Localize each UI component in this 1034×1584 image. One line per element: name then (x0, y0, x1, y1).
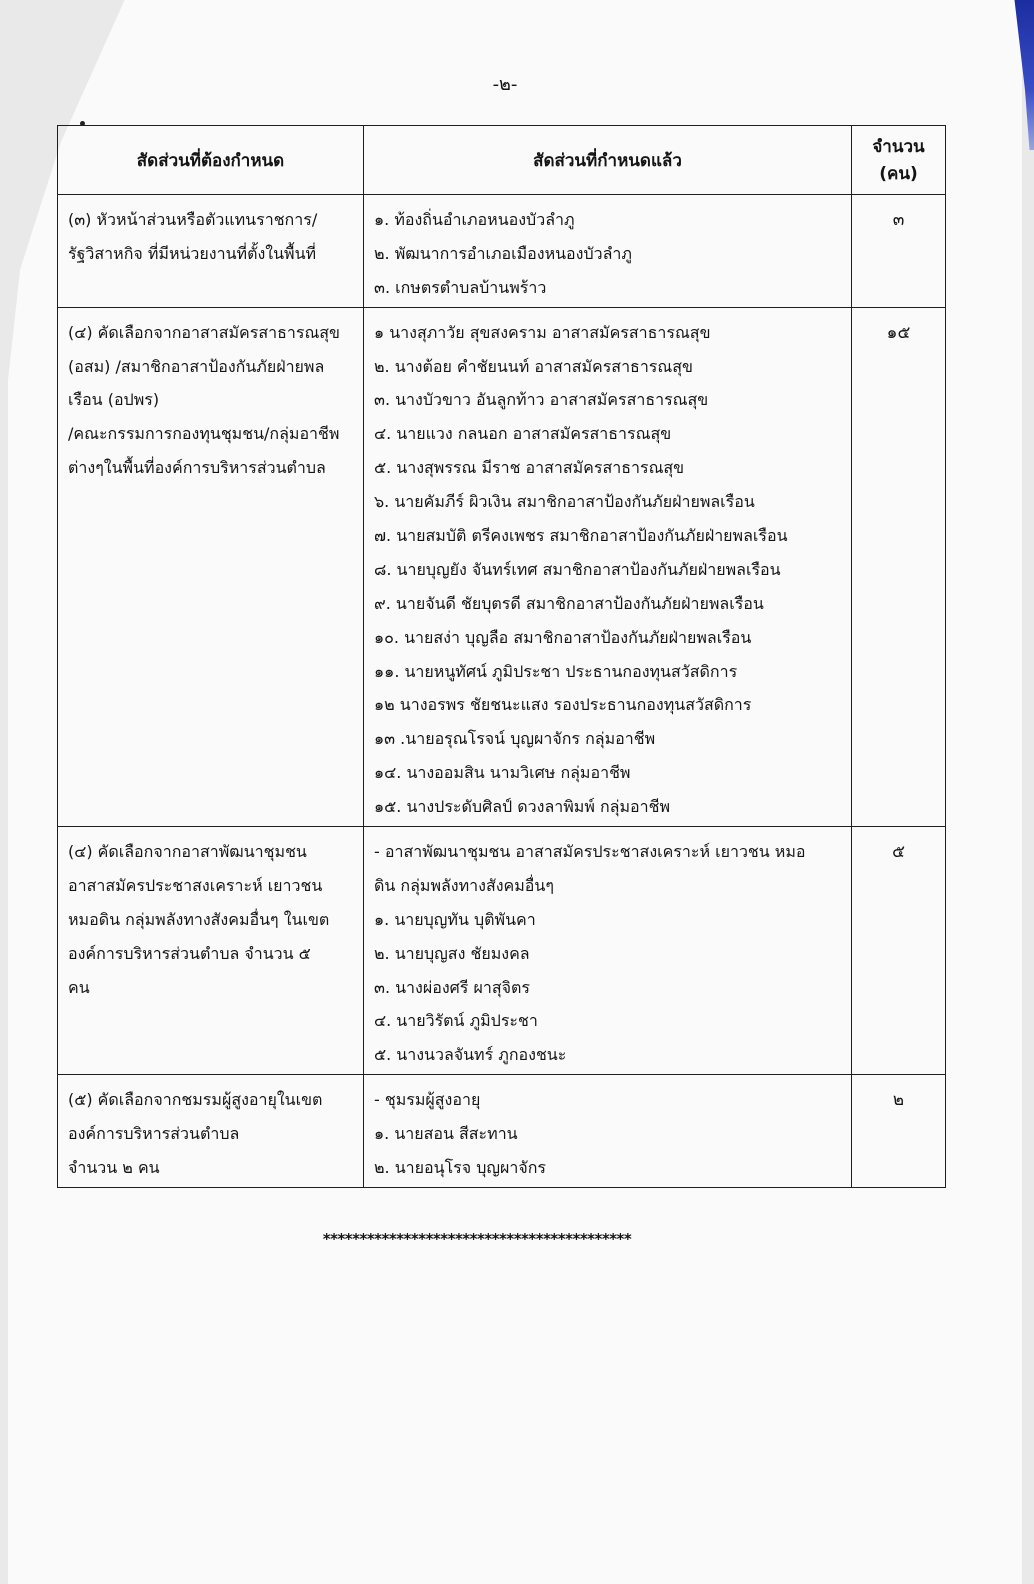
table-row (58, 827, 946, 1075)
assigned-cell-line: ๒. นายอนุโรจ บุญผาจักร (374, 1158, 547, 1178)
required-cell-line: ต่างๆในพื้นที่องค์การบริหารส่วนตำบล (68, 458, 326, 478)
allocation-table (57, 125, 946, 1188)
count-value: ๒ (892, 1090, 905, 1111)
assigned-cell-line: ๑ นางสุภาวัย สุขสงคราม อาสาสมัครสาธารณสุข (374, 322, 711, 342)
required-cell (58, 827, 364, 1075)
required-cell-line: อาสาสมัครประชาสงเคราะห์ เยาวชน (68, 875, 323, 895)
assigned-cell-line: ๑. ท้องถิ่นอำเภอหนองบัวลำภู (374, 210, 575, 229)
header-assigned: สัดส่วนที่กำหนดแล้ว (364, 126, 852, 195)
required-cell-line: (๕) คัดเลือกจากชมรมผู้สูงอายุในเขต (68, 1090, 323, 1110)
assigned-cell-line: ๑๔. นางออมสิน นามวิเศษ กลุ่มอาชีพ (374, 763, 631, 783)
required-cell-line: (๔) คัดเลือกจากอาสาสมัครสาธารณสุข (68, 322, 340, 342)
footer-separator: ****************************************** (322, 1230, 632, 1248)
assigned-cell-line: - ชุมรมผู้สูงอายุ (374, 1090, 481, 1110)
assigned-cell-line: ๘. นายบุญยัง จันทร์เทศ สมาชิกอาสาป้องกันภัยฝ่ายพลเรือน (374, 559, 781, 579)
required-cell-line: คน (68, 977, 90, 997)
assigned-cell-line: ๕. นางนวลจันทร์ ภูกองชนะ (374, 1045, 567, 1065)
required-cell-line: (๓) หัวหน้าส่วนหรือตัวแทนราชการ/ (68, 210, 318, 229)
assigned-cell-line: ๔. นายแวง กลนอก อาสาสมัครสาธารณสุข (374, 424, 672, 444)
assigned-cell-line: ๓. เกษตรตำบลบ้านพร้าว (374, 277, 547, 297)
header-required: สัดส่วนที่ต้องกำหนด (58, 126, 364, 195)
required-cell-line: /คณะกรรมการกองทุนชุมชน/กลุ่มอาชีพ (68, 424, 340, 444)
assigned-cell (364, 307, 852, 826)
assigned-cell (364, 195, 852, 308)
table-header-row (58, 126, 946, 195)
count-cell (852, 827, 946, 1075)
assigned-cell-line: ๑. นายบุญทัน บุติพันคา (374, 909, 536, 929)
count-value: ๑๕ (886, 322, 911, 343)
assigned-cell-line: - อาสาพัฒนาชุมชน อาสาสมัครประชาสงเคราะห์ เยาวชน หมอ (374, 842, 806, 862)
assigned-cell-line: ๑๐. นายสง่า บุญลือ สมาชิกอาสาป้องกันภัยฝ่ายพลเรือน (374, 627, 752, 647)
required-cell-line: รัฐวิสาหกิจ ที่มีหน่วยงานที่ตั้งในพื้นที่ (68, 243, 317, 263)
assigned-cell (364, 1075, 852, 1188)
assigned-cell-line: ๔. นายวิรัตน์ ภูมิประชา (374, 1011, 538, 1031)
required-cell-line: หมอดิน กลุ่มพลังทางสังคมอื่นๆ ในเขต (68, 909, 330, 929)
page-number: -๒- (492, 74, 518, 95)
required-cell-line: องค์การบริหารส่วนตำบล (68, 1124, 240, 1144)
count-value: ๓ (892, 210, 905, 230)
required-cell-line: เรือน (อปพร) (68, 390, 160, 410)
table-row (58, 307, 946, 826)
assigned-cell-line: ๑๒ นางอรพร ชัยชนะแสง รองประธานกองทุนสวัสดิการ (374, 695, 752, 715)
assigned-cell-line: ๑๓ .นายอรุณโรจน์ บุญผาจักร กลุ่มอาชีพ (374, 729, 656, 749)
assigned-cell-line: ๖. นายคัมภีร์ ผิวเงิน สมาชิกอาสาป้องกันภัยฝ่ายพลเรือน (374, 492, 755, 512)
assigned-cell-line: ดิน กลุ่มพลังทางสังคมอื่นๆ (374, 875, 554, 895)
required-cell-line: องค์การบริหารส่วนตำบล จำนวน ๕ (68, 943, 311, 963)
assigned-cell-line: ๑๕. นางประดับศิลป์ ดวงลาพิมพ์ กลุ่มอาชีพ (374, 797, 671, 817)
required-cell-line: (อสม) /สมาชิกอาสาป้องกันภัยฝ่ายพล (68, 356, 325, 376)
assigned-cell-line: ๑๑. นายหนูทัศน์ ภูมิประชา ประธานกองทุนสวัสดิการ (374, 661, 738, 681)
assigned-cell-line: ๒. นายบุญสง ชัยมงคล (374, 943, 530, 963)
required-cell (58, 1075, 364, 1188)
assigned-cell-line: ๑. นายสอน สีสะทาน (374, 1124, 518, 1144)
required-cell-line: (๔) คัดเลือกจากอาสาพัฒนาชุมชน (68, 842, 307, 862)
count-value: ๕ (892, 842, 905, 863)
assigned-cell (364, 827, 852, 1075)
required-cell-line: จำนวน ๒ คน (68, 1158, 160, 1178)
count-cell (852, 195, 946, 308)
required-cell (58, 307, 364, 826)
header-count: จำนวน (คน) (852, 126, 946, 195)
assigned-cell-line: ๓. นางผ่องศรี ผาสุจิตร (374, 977, 530, 997)
assigned-cell-line: ๒. พัฒนาการอำเภอเมืองหนองบัวลำภู (374, 243, 632, 263)
required-cell (58, 195, 364, 308)
table-row (58, 1075, 946, 1188)
table-row (58, 195, 946, 308)
assigned-cell-line: ๒. นางต้อย คำชัยนนท์ อาสาสมัครสาธารณสุข (374, 356, 693, 376)
count-cell (852, 1075, 946, 1188)
assigned-cell-line: ๙. นายจันดี ชัยบุตรดี สมาชิกอาสาป้องกันภัยฝ่ายพลเรือน (374, 593, 764, 613)
assigned-cell-line: ๓. นางบัวขาว อันลูกท้าว อาสาสมัครสาธารณสุข (374, 390, 709, 410)
count-cell (852, 307, 946, 826)
assigned-cell-line: ๕. นางสุพรรณ มีราช อาสาสมัครสาธารณสุข (374, 458, 685, 478)
assigned-cell-line: ๗. นายสมบัติ ตรีคงเพชร สมาชิกอาสาป้องกันภัยฝ่ายพลเรือน (374, 526, 788, 546)
